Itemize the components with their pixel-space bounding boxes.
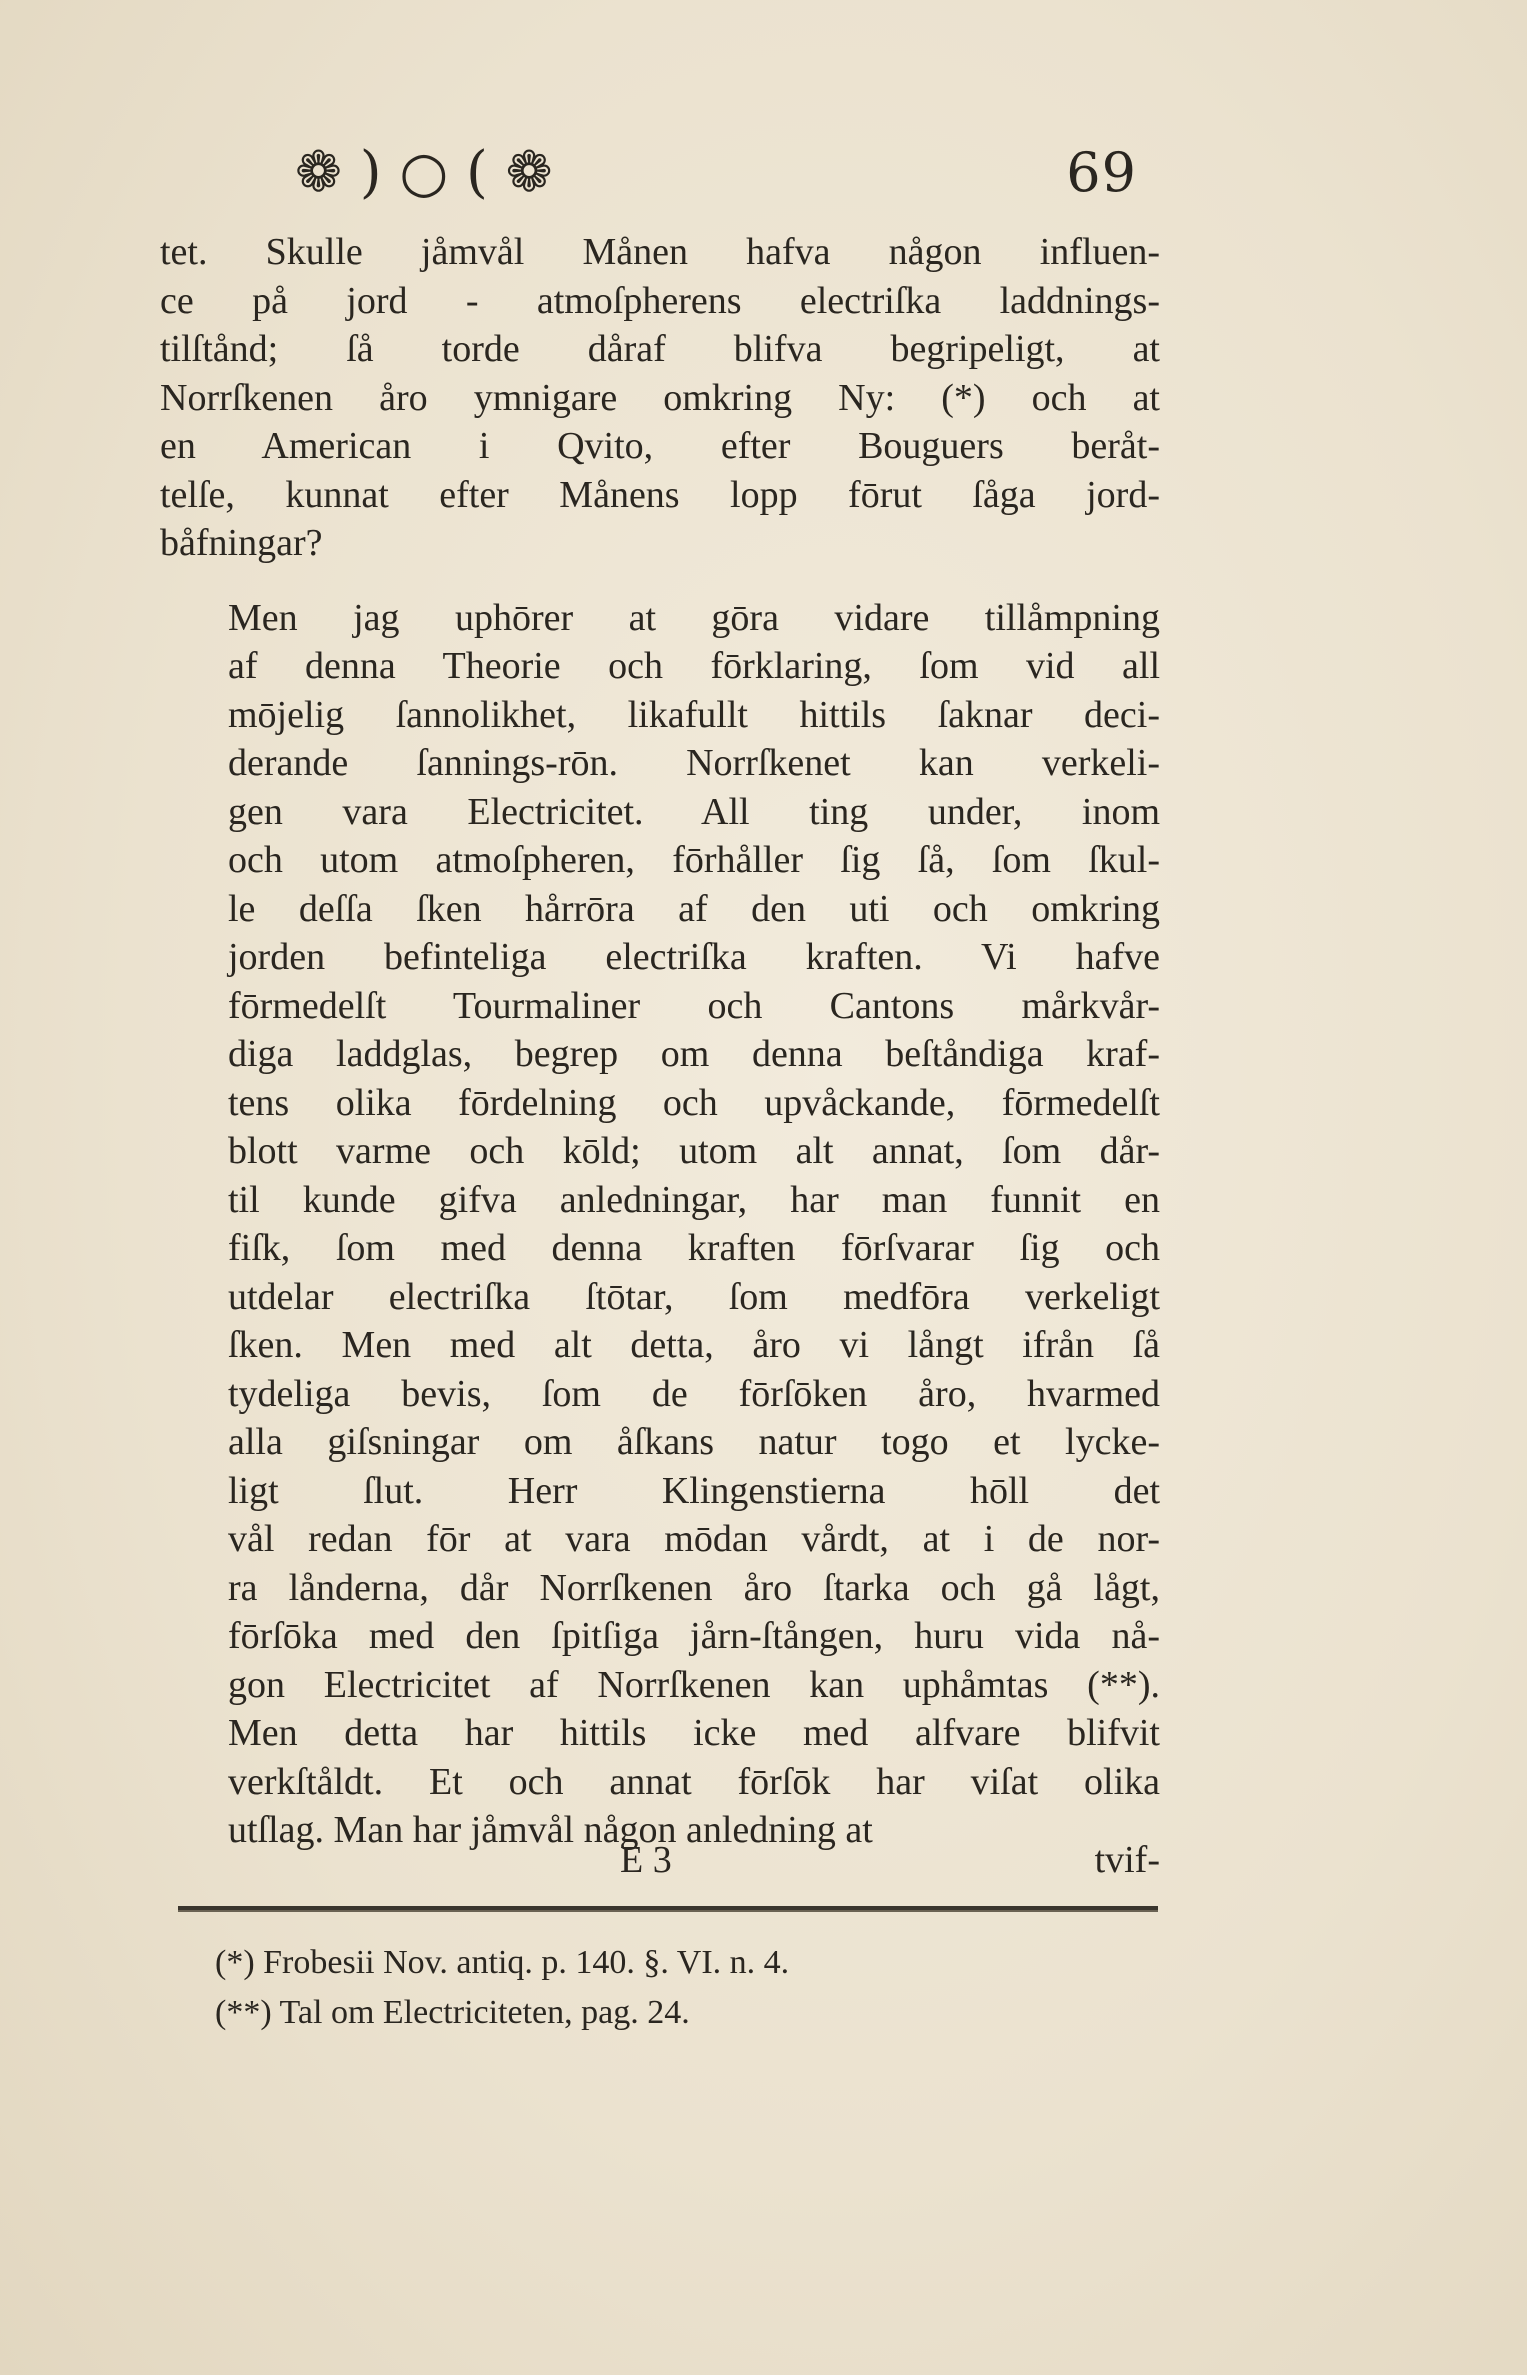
paragraph-2-line: gen vara Electricitet. All ting under, inom bbox=[228, 790, 1160, 833]
paragraph-2-line: utſlag. Man har jåmvål någon anledning at bbox=[228, 1809, 873, 1851]
paragraph-2-line: Men detta har hittils icke med alfvare blifvit bbox=[228, 1712, 1160, 1754]
paragraph-2-line: le deſſa ſken hårrōra af den uti och omkring bbox=[228, 887, 1160, 930]
paragraph-1-line: ce på jord - atmoſpherens electriſka laddnings- bbox=[160, 279, 1160, 322]
footnote-rule bbox=[178, 1906, 1158, 1912]
paragraph-2-line: tydeliga bevis, ſom de fōrſōken åro, hvarmed bbox=[228, 1372, 1160, 1415]
footnote-2: (**) Tal om Electriciteten, pag. 24. bbox=[215, 1994, 690, 2031]
paragraph-1-line: telſe, kunnat efter Månens lopp fōrut ſåga jord- bbox=[160, 473, 1160, 516]
paragraph-2-line: diga laddglas, begrep om denna beſtåndiga kraf- bbox=[228, 1033, 1160, 1075]
paragraph-1-line: tilſtånd; ſå torde dåraf blifva begripeligt, at bbox=[160, 328, 1160, 370]
paragraph-2-line: Men jag uphōrer at gōra vidare tillåmpning bbox=[228, 596, 1160, 639]
paragraph-2-line: fōrſōka med den ſpitſiga jårn-ſtången, huru vida nå- bbox=[228, 1615, 1160, 1657]
paragraph-2-line: verkſtåldt. Et och annat fōrſōk har viſat olika bbox=[228, 1760, 1160, 1803]
paragraph-2-line: af denna Theorie och fōrklaring, ſom vid all bbox=[228, 645, 1160, 687]
paragraph-1-line: båfningar? bbox=[160, 522, 323, 564]
paragraph-2-line: fiſk, ſom med denna kraften fōrſvarar ſig och bbox=[228, 1227, 1160, 1269]
paragraph-2-line: ſken. Men med alt detta, åro vi långt ifrån ſå bbox=[228, 1324, 1160, 1366]
paragraph-2-line: tens olika fōrdelning och upvåckande, fōrmedelſt bbox=[228, 1081, 1160, 1124]
paragraph-2-line: blott varme och kōld; utom alt annat, ſom dår- bbox=[228, 1130, 1160, 1172]
body-text bbox=[160, 228, 1160, 1855]
paragraph-1-line: en American i Qvito, efter Bouguers beråt- bbox=[160, 425, 1160, 467]
paragraph-1-line: Norrſkenen åro ymnigare omkring Ny: (*) och at bbox=[160, 376, 1160, 419]
paragraph-2-line: jorden befinteliga electriſka kraften. Vi hafve bbox=[228, 936, 1160, 978]
paragraph-2-line: ra lånderna, dår Norrſkenen åro ſtarka och gå lågt, bbox=[228, 1566, 1160, 1609]
paragraph-2-line: vål redan fōr at vara mōdan vårdt, at i de nor- bbox=[228, 1518, 1160, 1560]
catchword: tvif- bbox=[1094, 1839, 1160, 1881]
paragraph-2-line: alla giſsningar om åſkans natur togo et lycke- bbox=[228, 1421, 1160, 1463]
running-header bbox=[170, 138, 1155, 208]
catchline bbox=[160, 1838, 1160, 1888]
footnotes bbox=[215, 1938, 1115, 2038]
footnote-1: (*) Frobesii Nov. antiq. p. 140. §. VI. n. 4. bbox=[215, 1944, 790, 1981]
paragraph-2 bbox=[160, 594, 1160, 1855]
paragraph-2-line: til kunde gifva anledningar, har man funnit en bbox=[228, 1178, 1160, 1221]
header-ornament: ❁ ) ○ ( ❁ bbox=[295, 140, 553, 205]
paragraph-2-line: utdelar electriſka ſtōtar, ſom medfōra verkeligt bbox=[228, 1275, 1160, 1318]
paragraph-2-line: derande ſannings-rōn. Norrſkenet kan verkeli- bbox=[228, 742, 1160, 784]
paragraph-1 bbox=[160, 228, 1160, 568]
paragraph-2-line: mōjelig ſannolikhet, likafullt hittils ſaknar deci- bbox=[228, 693, 1160, 736]
paragraph-2-line: gon Electricitet af Norrſkenen kan uphåmtas (**). bbox=[228, 1663, 1160, 1706]
paragraph-2-line: ligt ſlut. Herr Klingenstierna hōll det bbox=[228, 1469, 1160, 1512]
signature-mark: E 3 bbox=[620, 1839, 672, 1881]
paragraph-2-line: och utom atmoſpheren, fōrhåller ſig ſå, ſom ſkul- bbox=[228, 839, 1160, 881]
page-number: 69 bbox=[1066, 141, 1137, 204]
paragraph-2-line: fōrmedelſt Tourmaliner och Cantons mårkvår- bbox=[228, 984, 1160, 1027]
paragraph-1-line: tet. Skulle jåmvål Månen hafva någon influen- bbox=[160, 231, 1160, 273]
